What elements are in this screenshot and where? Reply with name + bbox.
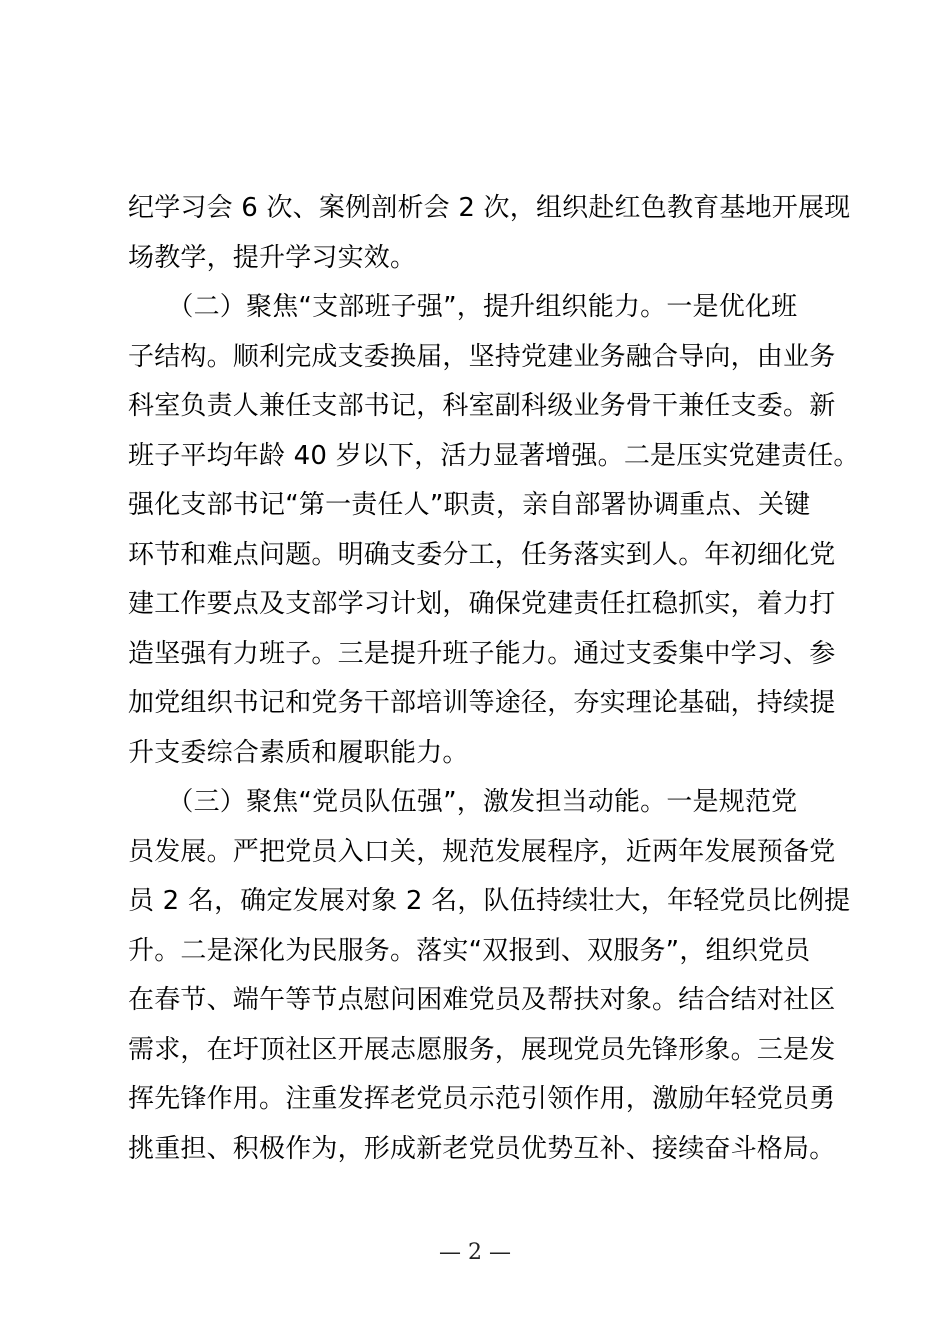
text-line: 挥先锋作用。注重发挥老党员示范引领作用，激励年轻党员勇 xyxy=(128,1084,836,1114)
text-line: 挑重担、积极作为，形成新老党员优势互补、接续奋斗格局。 xyxy=(128,1133,836,1164)
text-line: 员 2 名，确定发展对象 2 名，队伍持续壮大，年轻党员比例提 xyxy=(128,886,851,916)
text-line: 员发展。严把党员入口关，规范发展程序，近两年发展预备党 xyxy=(128,836,836,867)
text-line: 科室负责人兼任支部书记，科室副科级业务骨干兼任支委。新 xyxy=(128,391,836,421)
section-heading-line: （二）聚焦“支部班子强”，提升组织能力。一是优化班 xyxy=(128,292,798,322)
body-text xyxy=(128,184,860,1174)
text-line: 纪学习会 6 次、案例剖析会 2 次，组织赴红色教育基地开展现 xyxy=(128,193,851,223)
text-line: 需求，在圩顶社区开展志愿服务，展现党员先锋形象。三是发 xyxy=(128,1034,836,1065)
section-heading-line: （三）聚焦“党员队伍强”，激发担当动能。一是规范党 xyxy=(128,787,798,817)
text-line: 子结构。顺利完成支委换届，坚持党建业务融合导向，由业务 xyxy=(128,341,836,372)
text-line: 场教学，提升学习实效。 xyxy=(128,242,417,273)
text-line: 升支委综合素质和履职能力。 xyxy=(128,737,469,768)
text-line: 造坚强有力班子。三是提升班子能力。通过支委集中学习、参 xyxy=(128,638,836,669)
text-line: 建工作要点及支部学习计划，确保党建责任扛稳抓实，着力打 xyxy=(128,589,836,619)
text-line: 强化支部书记“第一责任人”职责，亲自部署协调重点、关键 xyxy=(128,490,811,520)
text-line: 班子平均年龄 40 岁以下，活力显著增强。二是压实党建责任。 xyxy=(128,440,860,471)
text-line: 升。二是深化为民服务。落实“双报到、双服务”，组织党员 xyxy=(128,935,811,966)
text-line: 环节和难点问题。明确支委分工，任务落实到人。年初细化党 xyxy=(128,539,836,570)
page-number: — 2 — xyxy=(439,1240,511,1265)
text-line: 加党组织书记和党务干部培训等途径，夯实理论基础，持续提 xyxy=(128,688,836,718)
text-line: 在春节、端午等节点慰问困难党员及帮扶对象。结合结对社区 xyxy=(128,985,836,1015)
